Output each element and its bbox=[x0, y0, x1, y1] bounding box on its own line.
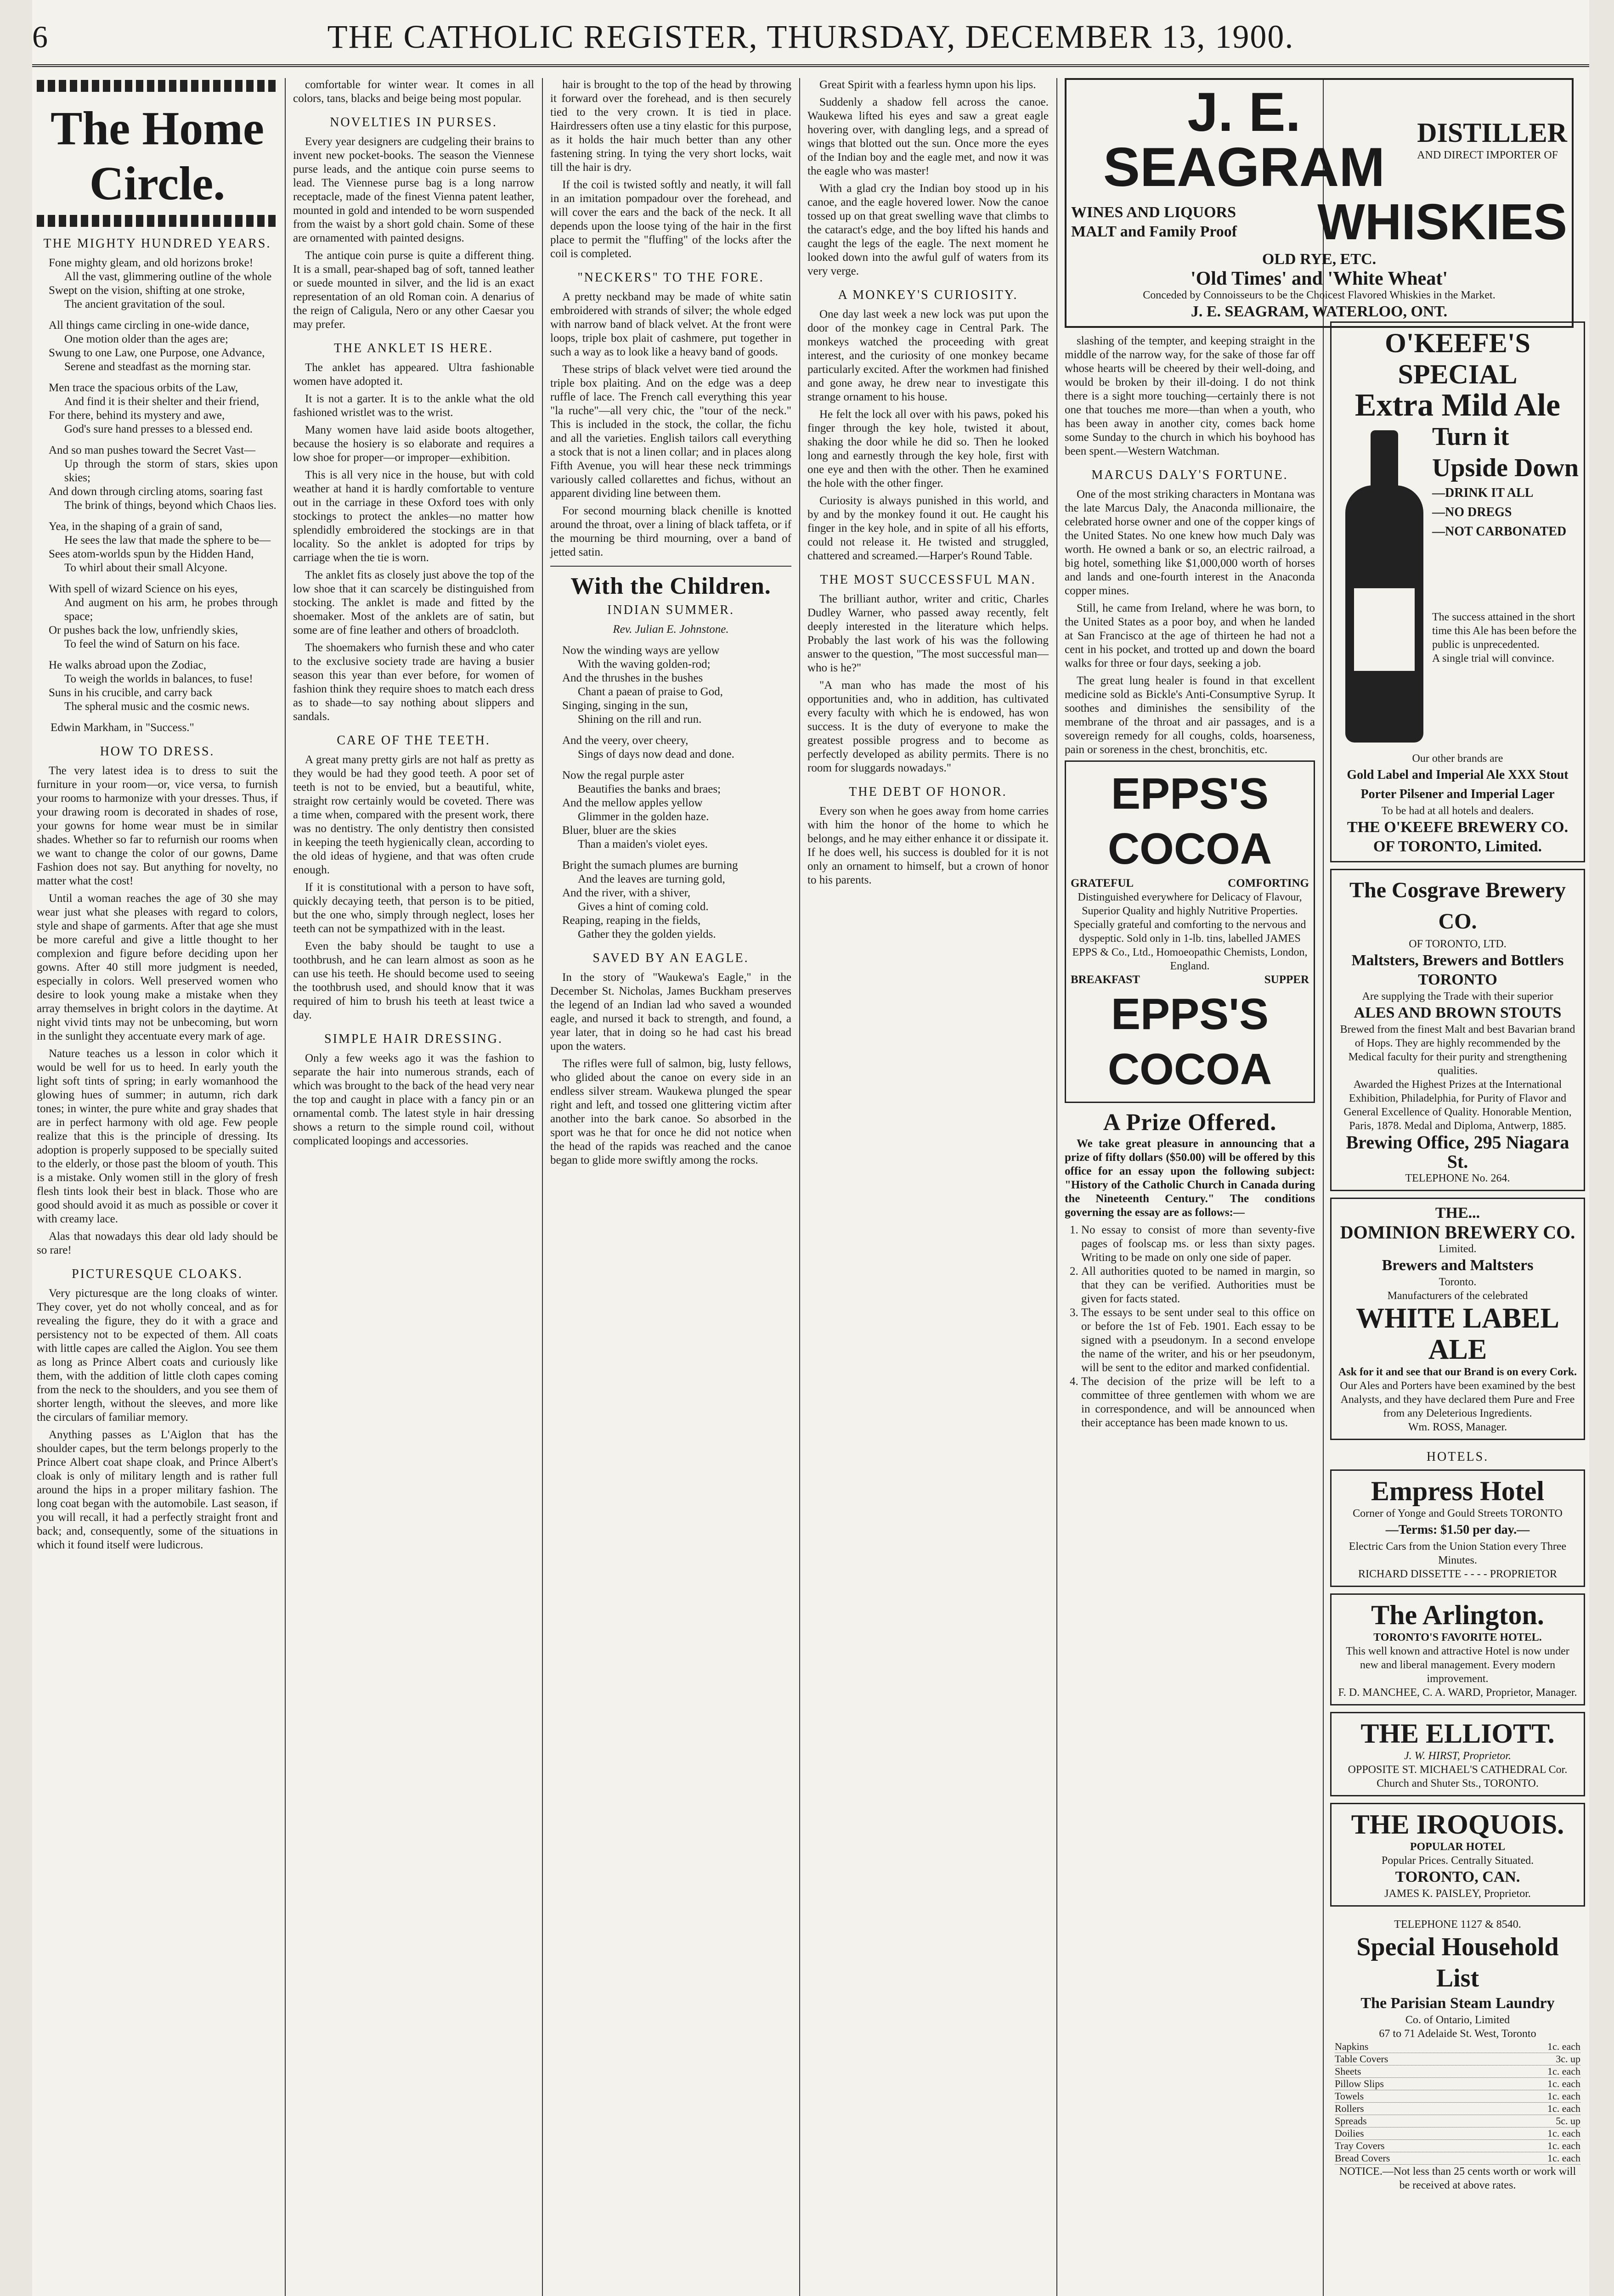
item-price: 1c. each bbox=[1547, 2103, 1580, 2114]
column-rule bbox=[1323, 78, 1324, 2296]
laundry-telephone: TELEPHONE 1127 & 8540. bbox=[1394, 1919, 1521, 1930]
seagram-malt: MALT and Family Proof bbox=[1071, 223, 1237, 240]
verse-line: And augment on his arm, he probes through space; bbox=[64, 597, 278, 623]
cosgrave-supply: Are supplying the Trade with their superior bbox=[1362, 990, 1553, 1002]
verse-line: And the river, with a shiver, bbox=[562, 887, 691, 899]
verse-line: Up through the storm of stars, skies upon skies; bbox=[64, 458, 278, 484]
stanza bbox=[37, 520, 278, 575]
page-number: 6 bbox=[32, 19, 49, 54]
dominion-the: THE... bbox=[1435, 1204, 1480, 1221]
item-name: Napkins bbox=[1335, 2041, 1369, 2052]
cosgrave-advertisement bbox=[1330, 869, 1585, 1191]
seagram-importer: AND DIRECT IMPORTER OF bbox=[1417, 149, 1558, 161]
article-body bbox=[293, 753, 534, 1022]
article-body bbox=[807, 592, 1049, 775]
article-body bbox=[37, 1287, 278, 1552]
column-6 bbox=[1330, 321, 1585, 2296]
price-list-row bbox=[1335, 2065, 1580, 2078]
verse-line: With spell of wizard Science on his eyes, bbox=[49, 583, 238, 595]
item-price: 1c. each bbox=[1547, 2140, 1580, 2151]
paragraph: Great Spirit with a fearless hymn upon his lips. bbox=[819, 79, 1036, 91]
epps-body: Distinguished everywhere for Delicacy of Flavour, Superior Quality and highly Nutritive Properties. Specially grateful and comforting to the nervous and dyspeptic. Sold only in 1-lb. tins, labelled JAMES EPPS & Co., Ltd., Homoeopathic Chemists, London, England. bbox=[1072, 891, 1308, 972]
verse-line: Now the regal purple aster bbox=[562, 769, 684, 782]
stanza bbox=[37, 658, 278, 714]
article-title-hair: SIMPLE HAIR DRESSING. bbox=[324, 1032, 503, 1046]
seagram-conceded: Conceded by Connoisseurs to be the Choicest Flavored Whiskies in the Market. bbox=[1143, 289, 1495, 301]
price-list-row bbox=[1335, 2152, 1580, 2165]
arlington-body: This well known and attractive Hotel is now under new and liberal management. Every modern improvement. bbox=[1346, 1645, 1569, 1685]
item-price: 1c. each bbox=[1547, 2041, 1580, 2052]
verse-line: One motion older than the ages are; bbox=[64, 333, 228, 345]
dominion-manager: Wm. ROSS, Manager. bbox=[1408, 1421, 1507, 1433]
paragraph: Many women have laid aside boots altogether, because the hosiery is so elaborate and requires a low shoe for proper—or improper—exhibition. bbox=[293, 424, 534, 464]
article-title-how-to-dress: HOW TO DRESS. bbox=[100, 744, 215, 759]
iroquois-prices: Popular Prices. Centrally Situated. bbox=[1381, 1855, 1534, 1867]
paragraph: The shoemakers who furnish these and who cater to the exclusive society trade are having a busier season this year than ever before, for women of fashion think they require shoes to match each dress as to shade—to say nothing about slippers and sandals. bbox=[293, 642, 534, 723]
cosgrave-of: OF TORONTO, LTD. bbox=[1409, 938, 1507, 950]
article-body bbox=[37, 764, 278, 1257]
empress-title: Empress Hotel bbox=[1371, 1476, 1545, 1506]
arlington-hotel-ad bbox=[1330, 1593, 1585, 1705]
article-title-success: THE MOST SUCCESSFUL MAN. bbox=[820, 573, 1036, 587]
article-title-anklet: THE ANKLET IS HERE. bbox=[333, 341, 494, 355]
newspaper-title: THE CATHOLIC REGISTER, THURSDAY, DECEMBER 13, 1900. bbox=[327, 18, 1294, 55]
verse-line: All the vast, glimmering outline of the whole bbox=[64, 270, 272, 283]
elliott-prop: J. W. HIRST, Proprietor. bbox=[1404, 1750, 1512, 1762]
cosgrave-telephone: TELEPHONE No. 264. bbox=[1405, 1172, 1510, 1184]
paragraph: With a glad cry the Indian boy stood up in his canoe, and the eagle hovered lower. Now the canoe tossed up on that great swelling wave that climbs to the cataract's edge, and the boy lifted his hands and caught the legs of the eagle. The next moment he looked down into the awful gulf of waters from its very verge. bbox=[807, 182, 1049, 277]
okeefe-body: The success attained in the short time this Ale has been before the public is unprecedented. bbox=[1432, 611, 1577, 651]
stanza bbox=[550, 859, 791, 941]
epps-supper: SUPPER bbox=[1264, 974, 1309, 986]
paragraph: This is all very nice in the house, but with cold weather at hand it is hardly comfortable to venture out in the carriage in these Oxford toes with only stockings to protect the ankles—no matter how splendidly embroidered the stockings are in that locality. So the anklet is adopted for trips by carriage when the tie is worn. bbox=[293, 469, 534, 564]
arlington-names: F. D. MANCHEE, C. A. WARD, Proprietor, Manager. bbox=[1338, 1687, 1577, 1699]
newspaper-page bbox=[32, 0, 1589, 2296]
paragraph: Very picturesque are the long cloaks of winter. They cover, yet do not wholly conceal, and as for revealing the figure, they do it with a grace and persistency not to be expected of them. All coats with little capes are called the Aiglon. You see them as long as Prince Albert coats and curiously like them, with the addition of little cloth capes coming from the neck to the shoulders, and you see them of shorter length, without the sleeves, and more like the circulars of familiar memory. bbox=[37, 1287, 278, 1424]
okeefe-had: To be had at all hotels and dealers. bbox=[1381, 805, 1534, 817]
epps-comforting: COMFORTING bbox=[1228, 877, 1309, 889]
paragraph: comfortable for winter wear. It comes in all colors, tans, blacks and beige being most popular. bbox=[293, 79, 534, 105]
seagram-brands: 'Old Times' and 'White Wheat' bbox=[1190, 268, 1448, 289]
cosgrave-maltsters: Maltsters, Brewers and Bottlers bbox=[1351, 952, 1564, 969]
article-title-cloaks: PICTURESQUE CLOAKS. bbox=[72, 1267, 243, 1281]
verse-line: Fone mighty gleam, and old horizons broke! bbox=[49, 257, 254, 269]
verse-line: With the waving golden-rod; bbox=[578, 658, 711, 670]
verse-line: All things came circling in one-wide dance, bbox=[49, 319, 249, 332]
item-name: Towels bbox=[1335, 2090, 1364, 2102]
okeefe-title: O'KEEFE'S SPECIAL bbox=[1385, 328, 1530, 389]
dominion-mfr: Manufacturers of the celebrated bbox=[1387, 1290, 1528, 1302]
article-body bbox=[293, 361, 534, 724]
article-body bbox=[293, 135, 534, 332]
paragraph: These strips of black velvet were tied around the triple box plaiting. And on the edge was a deep ruffle of lace. The French call everything this year "la ruche"—all very chic, the "tour of the neck." This is included in the stock, the collar, the fichu and all the varieties. English tailors call everything a stock that is not a linen collar; and in places along Fifth Avenue, you will hear these neck trimmings variously called collarettes and fichus, without an apparent dividing line between them. bbox=[550, 363, 791, 500]
prize-intro: We take great pleasure in announcing that a prize of fifty dollars ($50.00) will be offered by this office for an essay upon the following subject: "History of the Catholic Church in Canada during the Nineteenth Century." The conditions governing the essay are as follows:— bbox=[1065, 1137, 1315, 1219]
epps-breakfast: BREAKFAST bbox=[1071, 974, 1140, 986]
prize-rule: 3. The essays to be sent under seal to this office on or before the 1st of Feb. 1901. Each essay to be signed with a pseudonym. In a second envelope the name of the writer, and his or her pseudonym, will be sent to the editor and marked confidential. bbox=[1081, 1306, 1315, 1375]
item-price: 5c. up bbox=[1556, 2115, 1580, 2127]
column-rule bbox=[542, 78, 543, 2296]
article-body bbox=[293, 1052, 534, 1148]
laundry-title: Special Household List bbox=[1356, 1933, 1559, 1992]
verse-line: And the leaves are turning gold, bbox=[578, 873, 725, 885]
prize-title: A Prize Offered. bbox=[1103, 1109, 1277, 1136]
okeefe-bullet: —DRINK IT ALL bbox=[1432, 486, 1534, 500]
ornament-rule bbox=[37, 215, 278, 227]
okeefe-advertisement bbox=[1330, 321, 1585, 862]
epps-title: EPPS'S COCOA bbox=[1107, 769, 1272, 873]
laundry-notice: NOTICE.—Not less than 25 cents worth or work will be received at above rates. bbox=[1339, 2166, 1576, 2191]
price-list-row bbox=[1335, 2103, 1580, 2115]
paragraph: The very latest idea is to dress to suit the furniture in your room—or, vice versa, to furnish your rooms to harmonize with your dresses. Thus, if your drawing room is decorated in shades of rose, your gowns for home wear must be in similar shades. Whether so far to refurnish our rooms when we want to change the color of our gowns, Dame Fashion does not say. But anything for novelty, no matter what the cost! bbox=[37, 765, 278, 887]
verse-line: Suns in his crucible, and carry back bbox=[49, 687, 213, 699]
cosgrave-city: TORONTO bbox=[1418, 971, 1497, 988]
paragraph: The antique coin purse is quite a different thing. It is a small, pear-shaped bag of soft, tanned leather or suede mounted in silver, and the lid is an exact representation of an old Roman coin. A denarius of the reign of Caligula, Nero or any other Caesar you may prefer. bbox=[293, 249, 534, 331]
poem-author: Edwin Markham, in "Success." bbox=[51, 721, 194, 734]
item-price: 1c. each bbox=[1547, 2152, 1580, 2164]
verse-line: Shining on the rill and run. bbox=[578, 713, 702, 726]
stanza bbox=[550, 769, 791, 851]
paragraph: Nature teaches us a lesson in color which it would be well for us to heed. In early youth the light soft tints of spring; in early womanhood the glowing hues of summer; in autumn, rich dark tones; in winter, the pure white and gray shades that are in perfect harmony with old age. Few people realize that this is the principle of dressing. Its adoption is properly supposed to be specially suited to the elderly, or those past the bloom of youth. This is a mistake. Only women still in the glory of fresh flesh tints look their best in black. Those who are good should avoid it as much as possible or cover it with creamy lace. bbox=[37, 1047, 278, 1225]
poem-body bbox=[37, 256, 278, 714]
empress-cars: Electric Cars from the Union Station every Three Minutes. bbox=[1349, 1541, 1567, 1566]
verse-line: Sings of days now dead and done. bbox=[578, 748, 734, 760]
paragraph: The anklet has appeared. Ultra fashionable women have adopted it. bbox=[293, 361, 534, 388]
paragraph: Curiosity is always punished in this world, and by and by the monkey found it out. He caught his finger in the key hole, and in spite of all his efforts, could not release it. He twisted and struggled, chattered and screamed.—Harper's Round Table. bbox=[807, 495, 1049, 562]
masthead bbox=[32, 9, 1589, 67]
paragraph: slashing of the tempter, and keeping straight in the middle of the narrow way, for the sake of those far off whose hearts will be cheered by their well-doing, and would be broken by their ill-doing. I do not think there is a sight more touching—certainly there is not one that touches me more—than when a youth, who has been away in another city, comes back home some Sunday to the church in which his boyhood has been spent.—Western Watchman. bbox=[1065, 335, 1315, 457]
paragraph: The brilliant author, writer and critic, Charles Dudley Warner, who passed away recently, felt deeply interested in the literature which helps. Probably the last work of his was the following answer to the question, "The most successful man—who is he?" bbox=[807, 593, 1049, 674]
paragraph: Alas that nowadays this dear old lady should be so rare! bbox=[37, 1230, 278, 1256]
price-list-row bbox=[1335, 2127, 1580, 2140]
item-price: 1c. each bbox=[1547, 2090, 1580, 2102]
article-body bbox=[550, 78, 791, 261]
lung-healer-notice: The great lung healer is found in that excellent medicine sold as Bickle's Anti-Consumptive Syrup. It soothes and diminishes the sensibility of the membrane of the throat and air passages, and is a sovereign remedy for all coughs, colds, hoarseness, pain or soreness in the chest, bronchitis, etc. bbox=[1065, 675, 1315, 756]
article-title-monkey: A MONKEY'S CURIOSITY. bbox=[838, 288, 1018, 302]
empress-corner: Corner of Yonge and Gould Streets TORONTO bbox=[1353, 1508, 1563, 1519]
seagram-distiller: DISTILLER bbox=[1417, 118, 1567, 148]
price-list-row bbox=[1335, 2115, 1580, 2127]
dominion-ales: Our Ales and Porters have been examined by the best Analysts, and they have declared them Pure and Free from any Deleterious Ingredients. bbox=[1340, 1380, 1575, 1419]
item-name: Sheets bbox=[1335, 2065, 1361, 2077]
seagram-footer: J. E. SEAGRAM, WATERLOO, ONT. bbox=[1191, 303, 1448, 320]
iroquois-title: THE IROQUOIS. bbox=[1351, 1809, 1564, 1840]
verse-line: Now the winding ways are yellow bbox=[562, 644, 720, 657]
poem-title: INDIAN SUMMER. bbox=[607, 603, 734, 617]
prize-rules bbox=[1065, 1223, 1315, 1430]
article-title-neckers: "NECKERS" TO THE FORE. bbox=[577, 270, 764, 285]
verse-line: Bright the sumach plumes are burning bbox=[562, 859, 738, 872]
poem-body bbox=[550, 644, 791, 941]
verse-line: Or pushes back the low, unfriendly skies, bbox=[49, 624, 238, 636]
article-body bbox=[807, 308, 1049, 563]
seagram-old-rye: OLD RYE, ETC. bbox=[1262, 251, 1377, 268]
verse-line: To whirl about their small Alcyone. bbox=[64, 562, 228, 574]
seagram-name: J. E. SEAGRAM bbox=[1103, 81, 1385, 198]
article-body bbox=[807, 805, 1049, 887]
article-title-eagle: SAVED BY AN EAGLE. bbox=[593, 951, 749, 965]
stanza bbox=[37, 319, 278, 374]
cosgrave-title: The Cosgrave Brewery CO. bbox=[1349, 878, 1566, 934]
paragraph: One day last week a new lock was put upon the door of the monkey cage in Central Park. The monkeys watched the proceeding with great interest, and the curiosity of one monkey became particularly excited. After the workmen had finished and gone away, he drew near to investigate this strange ornament to his house. bbox=[807, 308, 1049, 403]
prize-rule: 4. The decision of the prize will be left to a committee of three gentlemen with whom we are in correspondence, and will be announced when their acceptance has been made known to us. bbox=[1081, 1375, 1315, 1430]
verse-line: And the veery, over cheery, bbox=[562, 734, 688, 747]
epps-grateful: GRATEFUL bbox=[1071, 877, 1134, 889]
section-title-children: With the Children. bbox=[570, 573, 771, 599]
paragraph: He felt the lock all over with his paws, poked his finger through the key hole, twisted it about, shaking the door while he did so. Then he looked long and earnestly through the key hole, first with one eye and then with the other. Then he examined the hole with the other finger. bbox=[807, 408, 1049, 490]
paragraph: If it is constitutional with a person to have soft, quickly decaying teeth, that person is to be pitied, but the one who, simply through neglect, loses her teeth can not be sympathized with in the least. bbox=[293, 881, 534, 935]
paragraph: The rifles were full of salmon, big, lusty fellows, who glided about the canoe on every side in an endless silver stream. Waukewa plunged the spear right and left, and tossed one glittering victim after another into the bark canoe. So absorbed in the sport was he that for once he did not notice when the head of the rapids was reached and the canoe began to glide more swiftly among the rocks. bbox=[550, 1058, 791, 1166]
verse-line: Swept on the vision, shifting at one stroke, bbox=[49, 284, 245, 297]
prize-rule: 1. No essay to consist of more than seventy-five pages of foolscap ms. or less than sixty pages. Writing to be made on only one side of paper. bbox=[1081, 1223, 1315, 1265]
seagram-whiskies: WHISKIES bbox=[1317, 194, 1567, 250]
dominion-title: DOMINION BREWERY CO. bbox=[1340, 1222, 1575, 1243]
verse-line: The brink of things, beyond which Chaos lies. bbox=[64, 499, 277, 512]
price-list-row bbox=[1335, 2090, 1580, 2103]
item-name: Tray Covers bbox=[1335, 2140, 1385, 2151]
okeefe-brands: Gold Label and Imperial Ale XXX Stout Porter Pilsener and Imperial Lager bbox=[1347, 768, 1569, 801]
paragraph: Anything passes as L'Aiglon that has the shoulder capes, but the term belongs properly to the Prince Albert coat shape cloak, and Prince Albert's cloak is only of military length and is rather full around the hips in a proper military fashion. The long coat began with the automobile. Last season, if you will recall, it had a perfectly straight front and back; and, consequently, some of the situations in which it found itself were ludicrous. bbox=[37, 1429, 278, 1551]
verse-line: For there, behind its mystery and awe, bbox=[49, 409, 225, 422]
epps-cocoa-advertisement bbox=[1065, 760, 1315, 1103]
verse-line: To weigh the worlds in balances, to fuse! bbox=[64, 673, 253, 685]
column-rule bbox=[1056, 78, 1057, 2296]
cosgrave-brewed: Brewed from the finest Malt and best Bavarian brand of Hops. They are highly recommended by the Medical faculty for their purity and strengthening qualities. bbox=[1340, 1024, 1575, 1077]
stanza bbox=[550, 734, 791, 761]
paragraph: Even the baby should be taught to use a toothbrush, and he can learn almost as soon as he can use his teeth. He should become used to seeing the toothbrush used, and should know that it was required of him to brush his teeth at least twice a day. bbox=[293, 940, 534, 1021]
column-rule bbox=[799, 78, 800, 2296]
paragraph: In the story of "Waukewa's Eagle," in the December St. Nicholas, James Buckham preserves the legend of an Indian lad who saved a wounded eagle, and nursed it back to strength, and found, a year later, that in doing so he had cast his bread upon the waters. bbox=[550, 971, 791, 1052]
laundry-address: 67 to 71 Adelaide St. West, Toronto bbox=[1379, 2028, 1536, 2040]
article-title-debt: THE DEBT OF HONOR. bbox=[849, 785, 1007, 799]
verse-line: Reaping, reaping in the fields, bbox=[562, 914, 701, 927]
paragraph: It is not a garter. It is to the ankle what the old fashioned wristlet was to the wrist. bbox=[293, 393, 534, 419]
elliott-title: THE ELLIOTT. bbox=[1360, 1718, 1555, 1749]
verse-line: Swung to one Law, one Purpose, one Advance, bbox=[49, 347, 265, 359]
arlington-tag: TORONTO'S FAVORITE HOTEL. bbox=[1373, 1632, 1542, 1643]
laundry-company: The Parisian Steam Laundry bbox=[1360, 1995, 1555, 2012]
item-price: 3c. up bbox=[1556, 2053, 1580, 2065]
stanza bbox=[37, 381, 278, 436]
stanza bbox=[550, 644, 791, 726]
paragraph: If the coil is twisted softly and neatly, it will fall in an imitation pompadour over the forehead, and will cover the ears and the back of the neck. It all depends upon the loose tying of the hair in the first place to permit the "fluffing" of the locks after the coil is completed. bbox=[550, 179, 791, 260]
item-name: Doilies bbox=[1335, 2127, 1364, 2139]
paragraph: One of the most striking characters in Montana was the late Marcus Daly, the Anaconda millionaire, the celebrated horse owner and one of the copper kings of the United States. No one knew how much Daly was worth. He owned a bank or so, an electric railroad, a big hotel, something like $1,000,000 worth of horses and lands and one-fourth interest in the Anaconda copper mines. bbox=[1065, 488, 1315, 597]
prize-rule: 2. All authorities quoted to be named in margin, so that they can be verified. Authorities must be given for facts stated. bbox=[1081, 1265, 1315, 1306]
price-list-row bbox=[1335, 2140, 1580, 2152]
verse-line: God's sure hand presses to a blessed end. bbox=[64, 423, 253, 435]
poem-title: THE MIGHTY HUNDRED YEARS. bbox=[43, 236, 271, 251]
cosgrave-ales: ALES AND BROWN STOUTS bbox=[1354, 1004, 1562, 1021]
section-title-home-circle: The Home Circle. bbox=[50, 102, 265, 210]
iroquois-sub: POPULAR HOTEL bbox=[1410, 1841, 1506, 1853]
verse-line: And so man pushes toward the Secret Vast— bbox=[49, 444, 256, 456]
prize-notice bbox=[1065, 1109, 1315, 1430]
column-3 bbox=[550, 78, 791, 2296]
verse-line: Serene and steadfast as the morning star. bbox=[64, 360, 251, 373]
verse-line: To feel the wind of Saturn on his face. bbox=[64, 638, 240, 650]
verse-line: And the mellow apples yellow bbox=[562, 797, 703, 809]
cosgrave-awarded: Awarded the Highest Prizes at the International Exhibition, Philadelphia, for Purity of Flavor and General Excellence of Quality. Honorable Mention, Paris, 1878. Medal and Diploma, Antwerp, 1885. bbox=[1343, 1079, 1572, 1132]
empress-owner: RICHARD DISSETTE - - - - PROPRIETOR bbox=[1358, 1568, 1557, 1580]
okeefe-bullet: —NO DREGS bbox=[1432, 505, 1512, 519]
dominion-white-label: WHITE LABEL ALE bbox=[1356, 1303, 1559, 1365]
laundry-ad bbox=[1330, 1913, 1585, 2197]
article-body bbox=[550, 290, 791, 559]
poem-byline: Rev. Julian E. Johnstone. bbox=[613, 623, 729, 636]
dominion-advertisement bbox=[1330, 1198, 1585, 1440]
paragraph: A pretty neckband may be made of white satin embroidered with strands of silver; the whole edged with narrow band of black velvet. At the front were loops, triple box plait of cashmere, put together in such a way as to look like a heavy band of goods. bbox=[550, 291, 791, 358]
item-price: 1c. each bbox=[1547, 2078, 1580, 2089]
verse-line: Gives a hint of coming cold. bbox=[578, 900, 709, 913]
okeefe-other: Our other brands are bbox=[1412, 753, 1503, 765]
dominion-ask: Ask for it and see that our Brand is on every Cork. bbox=[1338, 1366, 1577, 1378]
paragraph: "A man who has made the most of his opportunities and, who in addition, has cultivated every faculty with which he is endowed, has won success. It is the duty of everyone to make the greatest possible progress and to become as perfectly developed as ability permits. There is no room for sluggards nowadays." bbox=[807, 679, 1049, 774]
verse-line: And the thrushes in the bushes bbox=[562, 672, 703, 684]
article-body bbox=[1065, 488, 1315, 670]
column-rule bbox=[285, 78, 286, 2296]
verse-line: He sees the law that made the sphere to be— bbox=[64, 534, 271, 546]
verse-line: The spheral music and the cosmic news. bbox=[64, 700, 250, 713]
okeefe-trial: A single trial will convince. bbox=[1432, 653, 1554, 664]
stanza bbox=[37, 256, 278, 311]
paragraph: hair is brought to the top of the head by throwing it forward over the forehead, and is then securely tied to the very crown. It is tied in place. Hairdressers often use a tiny elastic for this purpose, as it holds the hair much better than any other fastening string. In tying the very short locks, wait till the hair is dry. bbox=[550, 79, 791, 174]
verse-line: He walks abroad upon the Zodiac, bbox=[49, 659, 206, 671]
article-body bbox=[1065, 334, 1315, 458]
verse-line: And down through circling atoms, soaring fast bbox=[49, 485, 263, 498]
elliott-address: OPPOSITE ST. MICHAEL'S CATHEDRAL Cor. Church and Shuter Sts., TORONTO. bbox=[1348, 1764, 1568, 1790]
stanza bbox=[37, 444, 278, 512]
okeefe-company: THE O'KEEFE BREWERY CO. OF TORONTO, Limited. bbox=[1347, 819, 1569, 855]
article-body bbox=[293, 78, 534, 106]
laundry-price-list bbox=[1335, 2041, 1580, 2165]
verse-line: Than a maiden's violet eyes. bbox=[578, 838, 708, 850]
paragraph: A great many pretty girls are not half as pretty as they would be had they good teeth. A poor set of teeth is not to be envied, but a beautiful, white, straight row certainly would be coveted. There was a time when, compared with the present work, there was no dentistry. The only dentistry then consisted in keeping the teeth hygienically clean, according to the old ideas of hygiene, and that was often crude enough. bbox=[293, 754, 534, 876]
article-body bbox=[807, 78, 1049, 278]
price-list-row bbox=[1335, 2053, 1580, 2065]
article-title-purses: NOVELTIES IN PURSES. bbox=[330, 115, 497, 129]
dominion-city: Toronto. bbox=[1439, 1276, 1477, 1288]
item-name: Pillow Slips bbox=[1335, 2078, 1384, 2089]
verse-line: Beautifies the banks and braes; bbox=[578, 783, 721, 795]
paragraph: Every year designers are cudgeling their brains to invent new pocket-books. The season the Viennese purse leads, and the antique coin purse seems to lead. The Viennese purse bag is a long narrow receptacle, made of the finest Vienna patent leather, mounted in gold and intended to be worn suspended from the waist by a short gold chain. Some of these are ornamented with painted designs. bbox=[293, 135, 534, 244]
empress-terms: —Terms: $1.50 per day.— bbox=[1385, 1523, 1530, 1537]
laundry-co: Co. of Ontario, Limited bbox=[1405, 2014, 1510, 2026]
verse-line: Glimmer in the golden haze. bbox=[578, 810, 709, 823]
dominion-brewers: Brewers and Maltsters bbox=[1382, 1257, 1534, 1274]
paragraph: For second mourning black chenille is knotted around the throat, over a lining of black taffeta, or if the mourning be third mourning, over a band of jetted satin. bbox=[550, 505, 791, 558]
verse-line: Bluer, bluer are the skies bbox=[562, 824, 677, 837]
item-name: Bread Covers bbox=[1335, 2152, 1390, 2164]
okeefe-bullet: —NOT CARBONATED bbox=[1432, 524, 1567, 539]
elliott-hotel-ad bbox=[1330, 1712, 1585, 1796]
verse-line: Men trace the spacious orbits of the Law, bbox=[49, 382, 238, 394]
okeefe-sub: Extra Mild Ale bbox=[1354, 388, 1561, 423]
verse-line: Singing, singing in the sun, bbox=[562, 699, 688, 712]
arlington-title: The Arlington. bbox=[1371, 1600, 1544, 1630]
paragraph: The anklet fits as closely just above the top of the low shoe that it can scarcely be distinguished from stocking. The anklet is made and fitted by the shoemaker. Most of the anklets are of satin, but some are of fine leather and others of broadcloth. bbox=[293, 569, 534, 636]
column-2 bbox=[293, 78, 534, 2296]
verse-line: Yea, in the shaping of a grain of sand, bbox=[49, 520, 222, 533]
ale-bottle-icon bbox=[1345, 485, 1423, 743]
seagram-wines: WINES AND LIQUORS bbox=[1071, 204, 1236, 221]
verse-line: Sees atom-worlds spun by the Hidden Hand, bbox=[49, 548, 254, 560]
epps-title-2: EPPS'S COCOA bbox=[1107, 990, 1272, 1094]
hotels-label: HOTELS. bbox=[1426, 1450, 1489, 1464]
item-price: 1c. each bbox=[1547, 2065, 1580, 2077]
price-list-row bbox=[1335, 2078, 1580, 2090]
price-list-row bbox=[1335, 2041, 1580, 2053]
paragraph: Suddenly a shadow fell across the canoe. Waukewa lifted his eyes and saw a great eagle hovering over, with dangling legs, and a spread of wings that blotted out the sun. Once more the eyes of the Indian boy and the eagle met, and now it was the eagle who was master! bbox=[807, 96, 1049, 177]
seagram-advertisement bbox=[1065, 78, 1574, 328]
ornament-rule bbox=[37, 80, 278, 92]
item-name: Table Covers bbox=[1335, 2053, 1388, 2065]
article-body bbox=[550, 971, 791, 1167]
iroquois-hotel-ad bbox=[1330, 1803, 1585, 1907]
column-1 bbox=[37, 78, 278, 2296]
paragraph: Until a woman reaches the age of 30 she may wear just what she pleases with regard to colors, style and shape of garments. After that age she must be more careful and give a little thought to her complexion and figure before deciding upon her gowns. After 40 still more judgment is needed, especially in colors. Well preserved women who desire to look young make a mistake when they array themselves in bright colors in the daytime. At night vivid tints may not be unbecoming, but worn in the sunlight they accentuate every mark of age. bbox=[37, 892, 278, 1042]
paragraph: Only a few weeks ago it was the fashion to separate the hair into numerous strands, each of which was brought to the back of the head very near the top and caught in place with a fancy pin or an ornamental comb. The latest style in hair dressing shows a return to the simple round coil, without complicated loopings and accessories. bbox=[293, 1052, 534, 1147]
item-name: Spreads bbox=[1335, 2115, 1367, 2127]
verse-line: The ancient gravitation of the soul. bbox=[64, 298, 225, 310]
column-4 bbox=[807, 78, 1049, 2296]
verse-line: Gather they the golden yields. bbox=[578, 928, 716, 940]
item-name: Rollers bbox=[1335, 2103, 1364, 2114]
verse-line: Chant a paean of praise to God, bbox=[578, 686, 723, 698]
paragraph: Still, he came from Ireland, where he was born, to the United States as a poor boy, and when he landed at San Francisco at the age of thirteen he had not a cent in his pocket, and trotted up and down the board walks for three or four days, seeking a job. bbox=[1065, 602, 1315, 670]
iroquois-city: TORONTO, CAN. bbox=[1395, 1868, 1520, 1885]
article-title-teeth: CARE OF THE TEETH. bbox=[337, 733, 491, 748]
cosgrave-office: Brewing Office, 295 Niagara St. bbox=[1346, 1132, 1569, 1172]
okeefe-turn: Turn it Upside Down bbox=[1432, 422, 1579, 482]
iroquois-prop: JAMES K. PAISLEY, Proprietor. bbox=[1384, 1888, 1531, 1900]
item-price: 1c. each bbox=[1547, 2127, 1580, 2139]
dominion-limited: Limited. bbox=[1439, 1243, 1477, 1255]
article-title-daly: MARCUS DALY'S FORTUNE. bbox=[1091, 468, 1288, 482]
paragraph: Every son when he goes away from home carries with him the honor of the home to which he belongs, and he may either enhance it or dissipate it. If he does well, his success is doubled for it is not only an ornament to himself, but a crown of honor to his parents. bbox=[807, 805, 1049, 886]
empress-hotel-ad bbox=[1330, 1469, 1585, 1587]
stanza bbox=[37, 582, 278, 651]
verse-line: And find it is their shelter and their friend, bbox=[64, 395, 260, 408]
